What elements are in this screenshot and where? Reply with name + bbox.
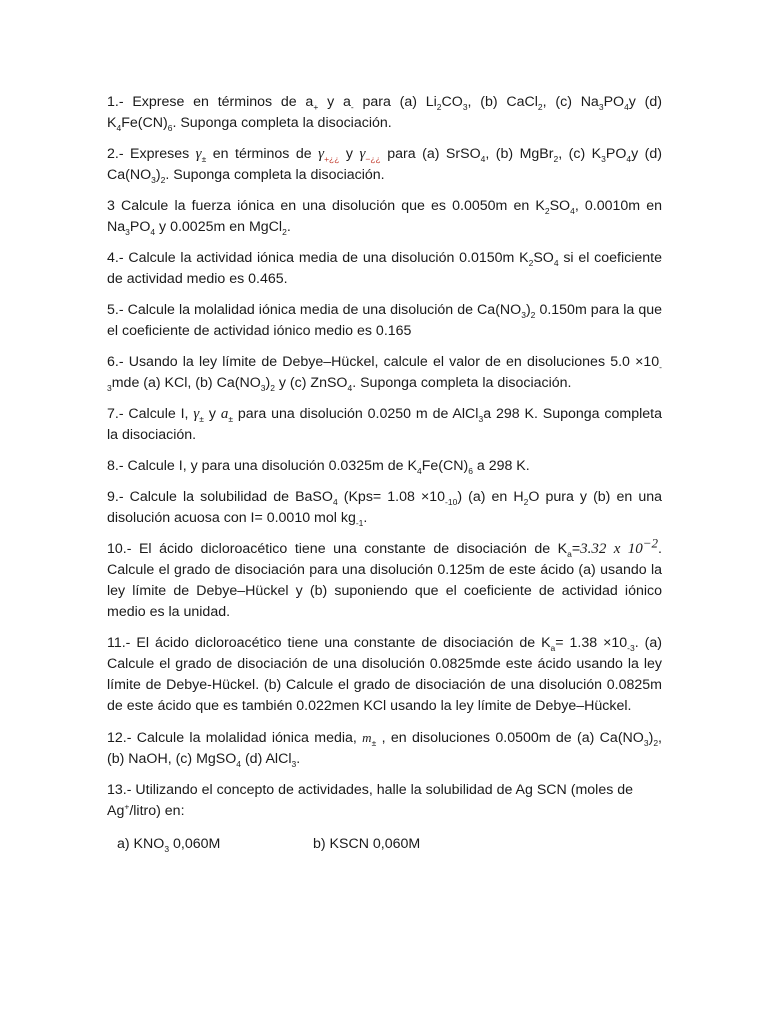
exercise-13-options bbox=[107, 834, 662, 855]
exercise-list bbox=[107, 92, 662, 855]
exercise-13: 13.- Utilizando el concepto de actividades, halle la solubilidad de Ag SCN (moles de Ag+/litro) en: bbox=[107, 782, 634, 819]
exercise-8: 8.- Calcule I, y para una disolución 0.0325m de $K_4Fe(CN)_6$ a 298 K. bbox=[107, 458, 530, 476]
exercise-2: 2.- Expreses $\gamma_\pm$ en términos de $\gamma_{+¿¿}$ y $\gamma_{-¿¿}$ para (a) SrSO$_4$, (b) MgBr$_2$, (c) $K_3PO_4y$ (d) $Ca(NO_3)_2$. Suponga completa la disociación. bbox=[107, 146, 663, 185]
exercise-12: 12.- Calcule la molalidad iónica media, $m_\pm$ , en disoluciones 0.0500m de (a) $Ca(NO_3)_2$, (b) NaOH, (c) MgSO$_4$ (d) AlCl$_3$. bbox=[107, 730, 662, 769]
exercise-9: 9.- Calcule la solubilidad de BaSO$_4$ $(Kps= 1.08 \times 10_{-10})$ (a) en $H_2O$ pura y (b) en una disolución acuosa con I= 0.0010 mol $kg_{-1}$. bbox=[107, 489, 662, 528]
exercise-4: 4.- Calcule la actividad iónica media de una disolución 0.0150m $K_2SO_4$ si el coeficiente de actividad medio es 0.465. bbox=[107, 250, 662, 287]
option-b: b) KSCN 0,060M bbox=[313, 836, 421, 852]
exercise-3: 3 Calcule la fuerza iónica en una disolución que es 0.0050m en $K_2SO_4$, 0.0010m en $Na_3PO_4$ y 0.0025m en MgCl$_2$. bbox=[107, 198, 662, 237]
exercise-1: 1.- Exprese en términos de $a_+$ y $a_-$ para (a) $Li_2CO_3$, (b) CaCl$_2$, (c) $Na_3PO_4y$ (d) $K_4Fe(CN)_6$. Suponga completa la disociación. bbox=[107, 94, 663, 133]
exercise-7: 7.- Calcule I, $\gamma_\pm$ y $a_\pm$ para una disolución 0.0250 m de AlCl$_3$a 298 K. Suponga completa la disociación. bbox=[107, 406, 663, 443]
option-a: a) $KNO_3$ 0,060M bbox=[117, 836, 221, 854]
exercise-6: 6.- Usando la ley límite de Debye–Hückel, calcule el valor de en disoluciones $5.0 \times 10_{-3}mde$ (a) KCl, (b) $Ca(NO_3)_2$ y (c) ZnSO$_4$. Suponga completa la disociación. bbox=[107, 354, 662, 393]
exercise-5: 5.- Calcule la molalidad iónica media de una disolución de $Ca(NO_3)_2$ 0.150m para la que el coeficiente de actividad iónico medio es 0.165 bbox=[107, 302, 662, 339]
exercise-11: 11.- El ácido dicloroacético tiene una constante de disociación de $K_a= 1.38 \times 10_{-3}$. (a) Calcule el grado de disociación de una disolución 0.0825mde este ácido usando la ley límite de Debye-Hückel. (b) Calcule el grado de disociación de una disolución 0.0825m de este ácido que es también 0.022men KCl usando la ley límite de Debye–Hückel. bbox=[107, 635, 662, 714]
exercise-10: 10.- El ácido dicloroacético tiene una constante de disociación de $K_a=3.32$ x $10^{-2}$. Calcule el grado de disociación para una disolución 0.125m de este ácido (a) usando la ley límite de Debye–Hückel y (b) suponiendo que el coeficiente de actividad iónico medio es la unidad. bbox=[107, 535, 662, 620]
